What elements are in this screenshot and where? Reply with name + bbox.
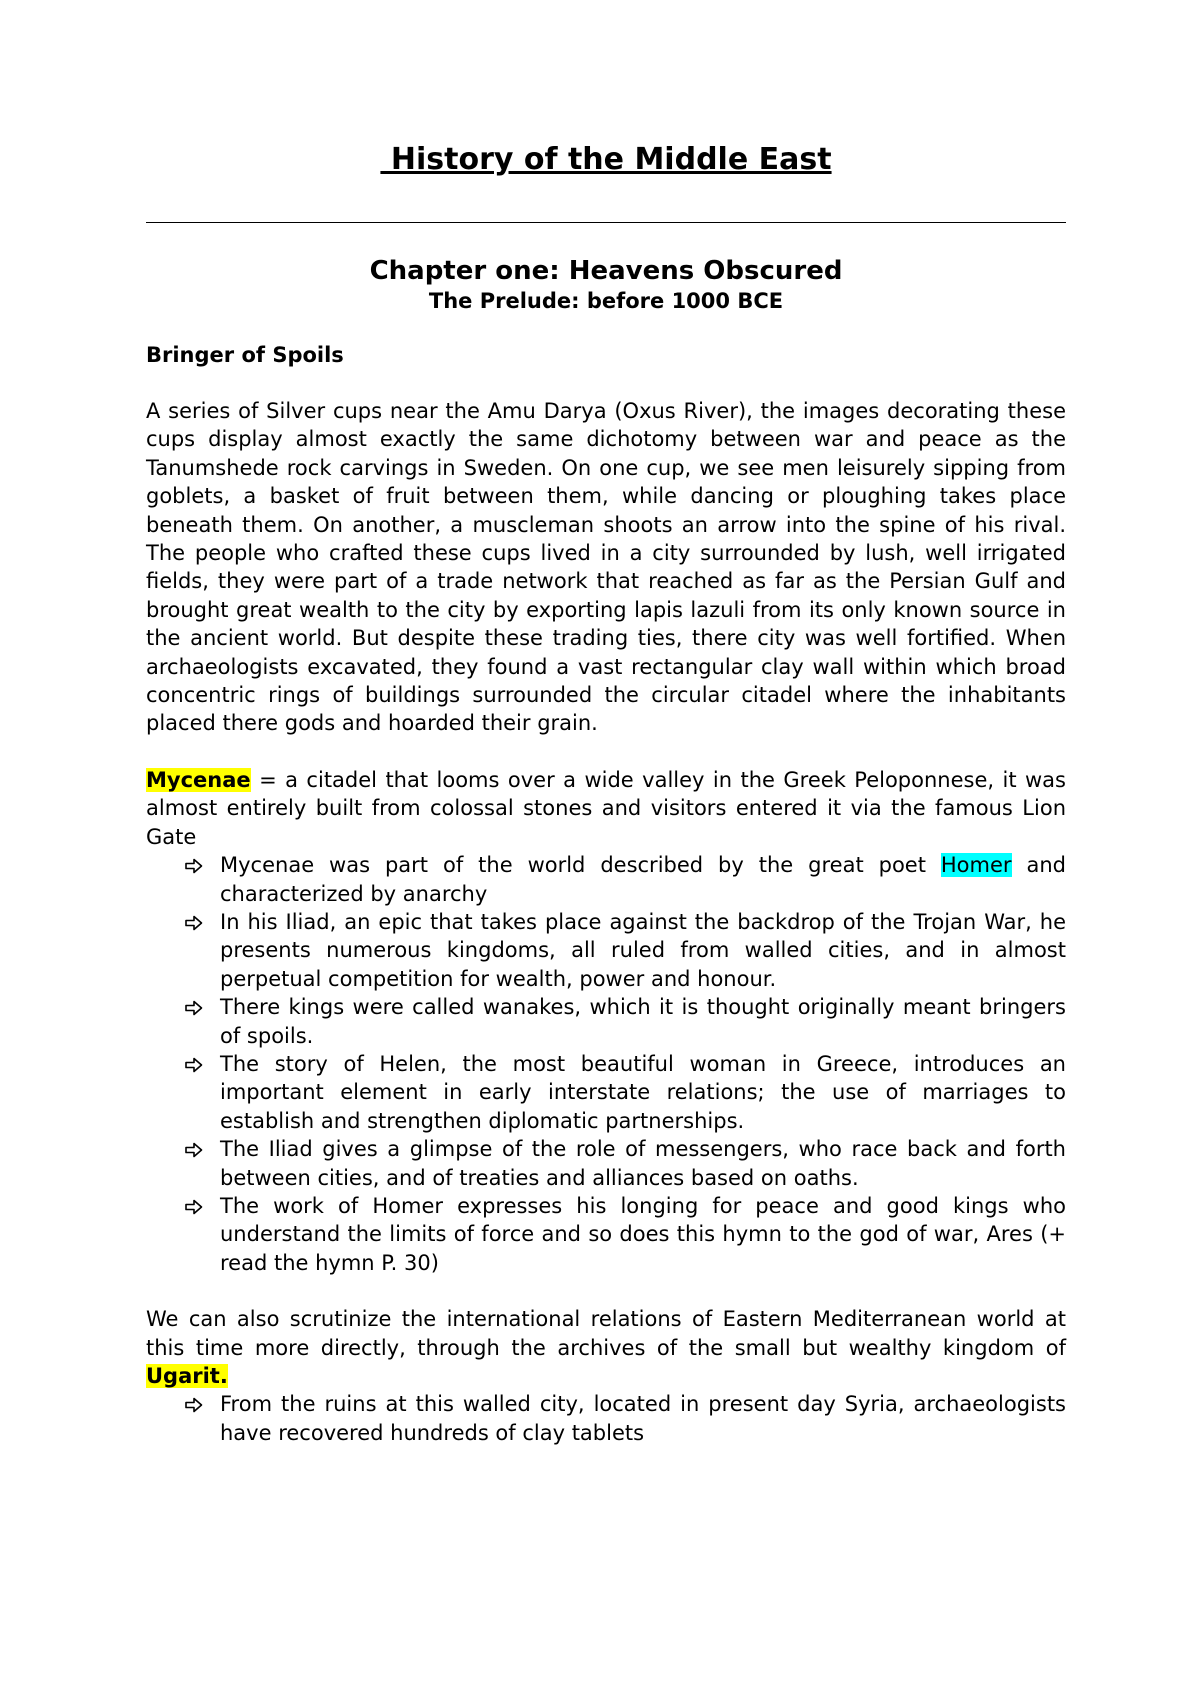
bullet-text: Mycenae was part of the world described by the great poet bbox=[220, 853, 941, 878]
right-arrow-icon bbox=[182, 1050, 206, 1078]
mycenae-highlight: Mycenae bbox=[146, 767, 251, 792]
bullet-text: From the ruins at this walled city, located in present day Syria, archaeologists have recovered hundreds of clay tablets bbox=[220, 1392, 1066, 1445]
list-item bbox=[220, 1390, 1066, 1447]
list-item bbox=[220, 1192, 1066, 1277]
mycenae-bullet-list bbox=[146, 851, 1066, 1277]
bullet-text: The work of Homer expresses his longing for peace and good kings who understand the limits of force and so does this hymn to the god of war, Ares (+ read the hymn P. 30) bbox=[220, 1193, 1066, 1275]
mycenae-paragraph bbox=[146, 766, 1066, 851]
bullet-text: The Iliad gives a glimpse of the role of messengers, who race back and forth between cities, and of treaties and alliances based on oaths. bbox=[220, 1137, 1066, 1190]
section-heading: Bringer of Spoils bbox=[146, 343, 344, 367]
right-arrow-icon bbox=[182, 993, 206, 1021]
mycenae-definition: = a citadel that looms over a wide valley in the Greek Peloponnese, it was almost entirely built from colossal stones and visitors entered it via the famous Lion Gate bbox=[146, 767, 1066, 849]
bullet-text: In his Iliad, an epic that takes place against the backdrop of the Trojan War, he presents numerous kingdoms, all ruled from walled cities, and in almost perpetual competition for wealth, power and honour. bbox=[220, 909, 1066, 991]
intro-paragraph: A series of Silver cups near the Amu Darya (Oxus River), the images decorating these cups display almost exactly the same dichotomy between war and peace as the Tanumshede rock carvings in Sweden. On one cup, we see men leisurely sipping from goblets, a basket of fruit between them, while dancing or ploughing takes place beneath them. On another, a muscleman shoots an arrow into the spine of his rival. The people who crafted these cups lived in a city surrounded by lush, well irrigated fields, they were part of a trade network that reached as far as the Persian Gulf and brought great wealth to the city by exporting lapis lazuli from its only known source in the ancient world. But despite these trading ties, there city was well fortified. When archaeologists excavated, they found a vast rectangular clay wall within which broad concentric rings of buildings surrounded the circular citadel where the inhabitants placed there gods and hoarded their grain. bbox=[146, 399, 1066, 736]
document-title: History of the Middle East bbox=[380, 142, 832, 177]
title-divider bbox=[146, 222, 1066, 223]
right-arrow-icon bbox=[182, 851, 206, 879]
list-item bbox=[220, 851, 1066, 908]
list-item bbox=[220, 1050, 1066, 1135]
right-arrow-icon bbox=[182, 1192, 206, 1220]
right-arrow-icon bbox=[182, 908, 206, 936]
list-item bbox=[220, 993, 1066, 1050]
bullet-text: There kings were called wanakes, which it is thought originally meant bringers of spoils. bbox=[220, 995, 1066, 1048]
right-arrow-icon bbox=[182, 1390, 206, 1418]
ugarit-intro-text: We can also scrutinize the international relations of Eastern Mediterranean world at this time more directly, through the archives of the small but wealthy kingdom of bbox=[146, 1307, 1066, 1360]
homer-highlight: Homer bbox=[940, 853, 1012, 878]
right-arrow-icon bbox=[182, 1135, 206, 1163]
list-item bbox=[220, 1135, 1066, 1192]
chapter-heading: Chapter one: Heavens Obscured bbox=[369, 256, 843, 286]
ugarit-highlight: Ugarit. bbox=[146, 1364, 228, 1388]
ugarit-paragraph bbox=[146, 1305, 1066, 1390]
bullet-text: The story of Helen, the most beautiful woman in Greece, introduces an important element in early interstate relations; the use of marriages to establish and strengthen diplomatic partnerships. bbox=[220, 1051, 1066, 1133]
ugarit-bullet-list bbox=[146, 1390, 1066, 1447]
chapter-subtitle: The Prelude: before 1000 BCE bbox=[428, 289, 784, 313]
bullet-text: and characterized by anarchy bbox=[220, 853, 1066, 906]
list-item bbox=[220, 908, 1066, 993]
